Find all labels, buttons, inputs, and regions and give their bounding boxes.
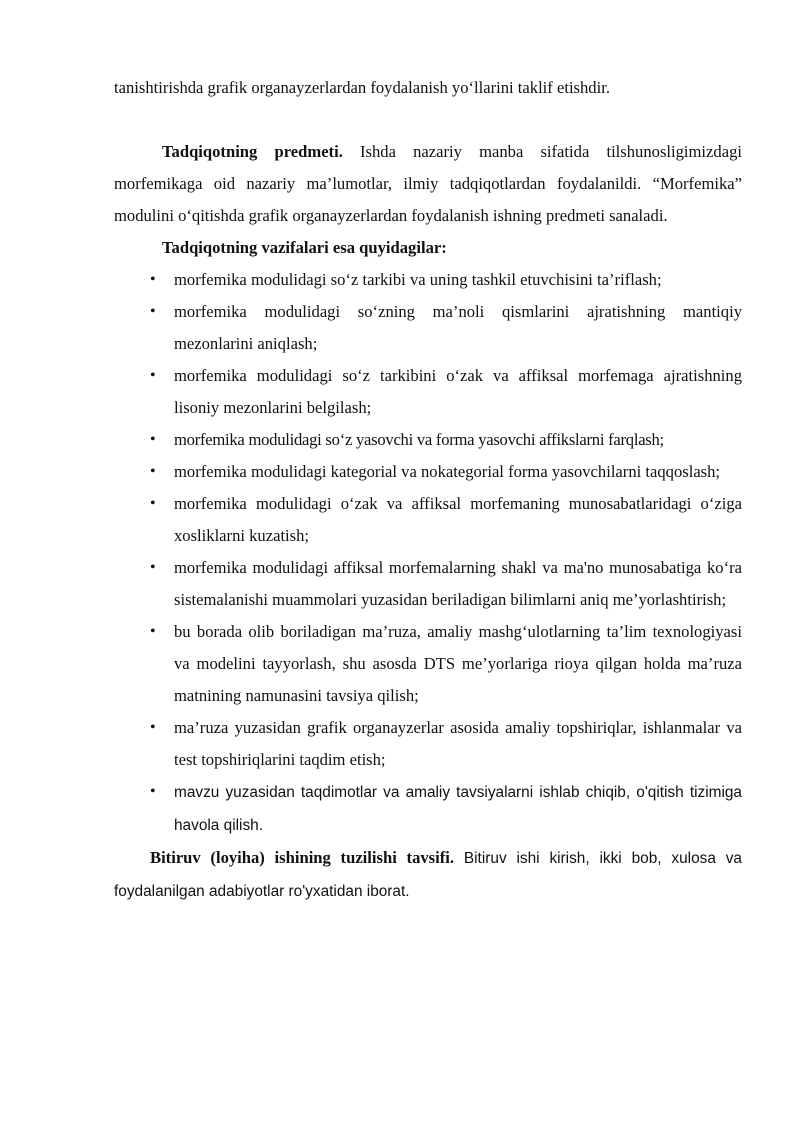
list-item xyxy=(114,488,742,552)
tasks-list xyxy=(114,264,742,842)
tasks-heading: Tadqiqotning vazifalari esa quyidagilar: xyxy=(162,238,447,257)
list-item-text: morfemika modulidagi so‘z tarkibi va uning tashkil etuvchisini ta’riflash; xyxy=(174,270,662,289)
list-item-text: ma’ruza yuzasidan grafik organayzerlar asosida amaliy topshiriqlar, ishlanmalar va test topshiriqlarini taqdim etish; xyxy=(174,718,742,769)
list-item-text: mavzu yuzasidan taqdimotlar va amaliy tavsiyalarni ishlab chiqib, o'qitish tizimiga havola qilish. xyxy=(174,784,742,834)
bullet-icon: • xyxy=(150,559,156,576)
list-item xyxy=(114,264,742,296)
intro-line: tanishtirishda grafik organayzerlardan foydalanish yo‘llarini taklif etishdir. xyxy=(114,78,610,97)
list-item xyxy=(114,712,742,776)
bullet-icon: • xyxy=(150,303,156,320)
bullet-icon: • xyxy=(150,367,156,384)
list-item-text: morfemika modulidagi so‘z yasovchi va forma yasovchi affikslarni farqlash; xyxy=(174,430,664,449)
bullet-icon: • xyxy=(150,271,156,288)
subject-text: Ishda nazariy manba sifatida tilshunosligimizdagi morfemikaga oid nazariy ma’lumotlar, ilmiy tadqiqotlardan foydalanildi. “Morfemika” modulini o‘qitishda grafik organayzerlardan foydalanish ishning predmeti sanaladi. xyxy=(114,142,742,225)
subject-paragraph xyxy=(114,136,742,232)
bullet-icon: • xyxy=(150,431,156,448)
bullet-icon: • xyxy=(150,463,156,480)
list-item-text: morfemika modulidagi o‘zak va affiksal morfemaning munosabatlaridagi o‘ziga xosliklarni kuzatish; xyxy=(174,494,742,545)
list-item xyxy=(114,360,742,424)
list-item xyxy=(114,552,742,616)
paragraph-gap xyxy=(114,104,742,136)
list-item-text: morfemika modulidagi affiksal morfemalarning shakl va ma'no munosabatiga ko‘ra sistemalanishi muammolari yuzasidan beriladigan bilimlarni aniq me’yorlashtirish; xyxy=(174,558,742,609)
list-item-text: morfemika modulidagi kategorial va nokategorial forma yasovchilarni taqqoslash; xyxy=(174,462,721,481)
structure-heading: Bitiruv (loyiha) ishining tuzilishi tavsifi. xyxy=(150,848,455,867)
list-item xyxy=(114,296,742,360)
bullet-icon: • xyxy=(150,719,156,736)
bullet-icon: • xyxy=(150,623,156,640)
list-item xyxy=(114,616,742,712)
structure-text: Bitiruv ishi kirish, ikki bob, xulosa va foydalanilgan adabiyotlar ro'yxatidan iborat. xyxy=(114,850,742,900)
subject-heading: Tadqiqotning predmeti. xyxy=(162,142,343,161)
list-item-text: bu borada olib boriladigan ma’ruza, amaliy mashg‘ulotlarning ta’lim texnologiyasi va modelini tayyorlash, shu asosda DTS me’yorlariga rioya qilgan holda ma’ruza matnining namunasini tavsiya qilish; xyxy=(174,622,742,705)
bullet-icon: • xyxy=(150,495,156,512)
list-item-text: morfemika modulidagi so‘z tarkibini o‘zak va affiksal morfemaga ajratishning lisoniy mezonlarini belgilash; xyxy=(174,366,742,417)
list-item-text: morfemika modulidagi so‘zning ma’noli qismlarini ajratishning mantiqiy mezonlarini aniqlash; xyxy=(174,302,742,353)
list-item xyxy=(114,776,742,842)
structure-paragraph xyxy=(114,842,742,908)
document-body xyxy=(114,72,742,908)
bullet-icon: • xyxy=(150,783,156,800)
list-item xyxy=(114,456,742,488)
list-item xyxy=(114,424,742,456)
